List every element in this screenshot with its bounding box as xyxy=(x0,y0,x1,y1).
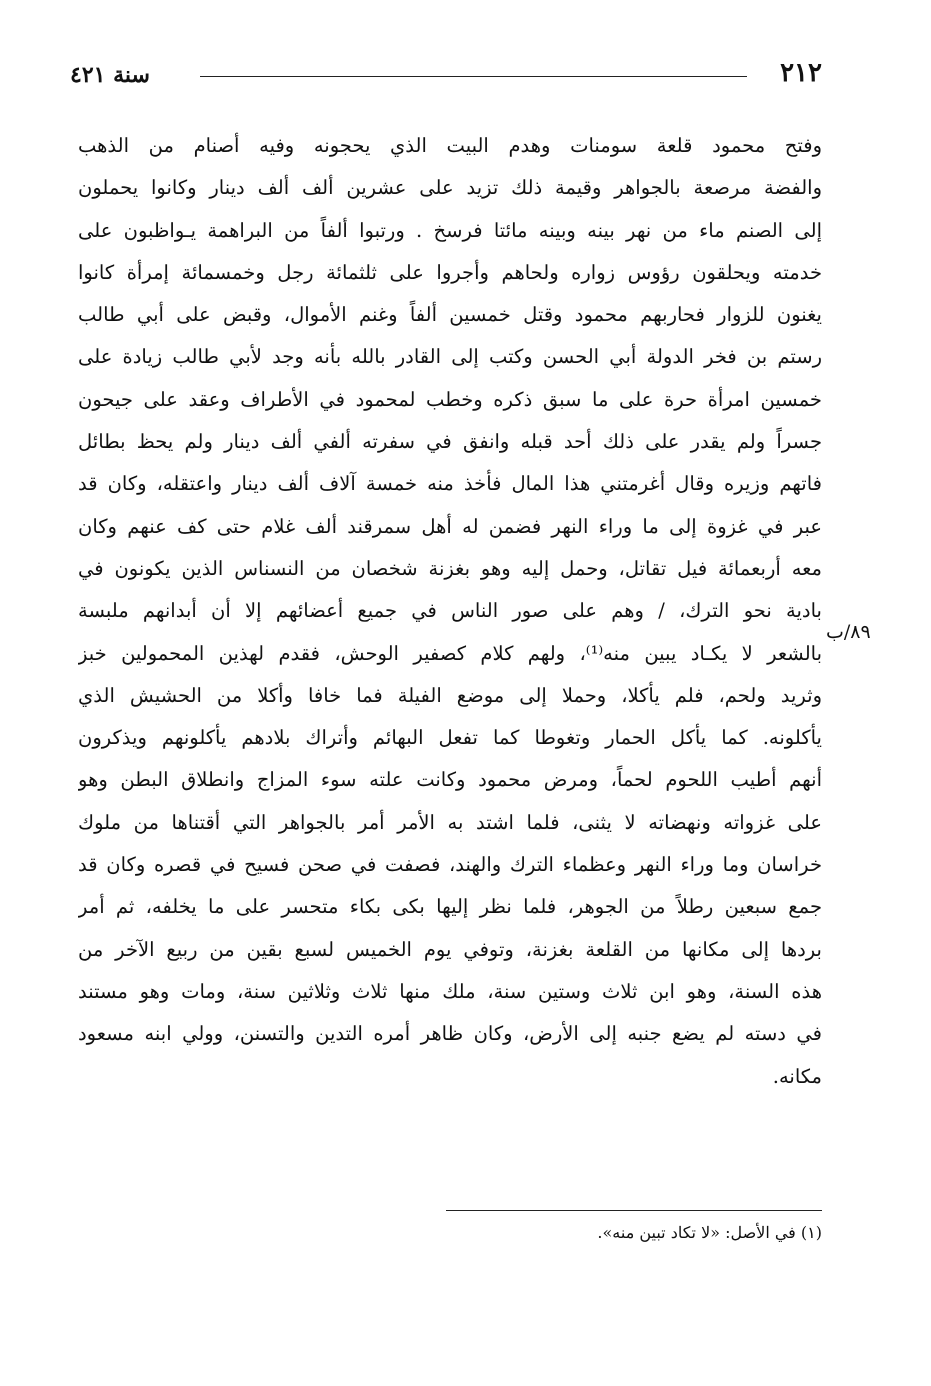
text-line: بردها إلى مكانها من القلعة بغزنة، وتوفي يوم الخميس لسبع بقين من ربيع الآخر من xyxy=(78,937,822,961)
text-line: أنهم أطيب اللحوم لحماً، ومرض محمود وكانت علته سوء المزاج وانطلاق البطن وهو xyxy=(78,768,822,792)
text-line: وثريد ولحم، فلم يأكلا، وحملا إلى موضع الفيلة فما خافا وأكلا من الحشيش الذي xyxy=(78,683,822,707)
text-line: رستم بن فخر الدولة أبي الحسن وكتب إلى القادر بالله بأنه وجد لأبي طالب زيادة على xyxy=(78,345,822,369)
footnote-rule xyxy=(446,1210,822,1211)
text-line: والفضة مرصعة بالجواهر وقيمة ذلك تزيد على عشرين ألف ألف دينار وكانوا يحملون xyxy=(78,176,822,200)
text-line: بالشعر لا يكـاد يبين منه⁽¹⁾، ولهم كلام كصفير الوحش، فقدم لهذين المحمولين خبز xyxy=(78,641,822,665)
text-line: يغنون للزوار فحاربهم محمود وقتل خمسين ألفاً وغنم الأموال، وقبض على أبي طالب xyxy=(78,303,822,327)
text-line: خدمته ويحلقون رؤوس زواره ولحاهم وأجروا على ثلثمائة رجل وخمسمائة إمرأة كانوا xyxy=(78,260,822,284)
text-line: على غزواته ونهضاته لا يثنى، فلما اشتد به الأمر أمر بالجواهر التي أقتناها من ملوك xyxy=(78,810,822,834)
text-line: جسراً ولم يقدر على ذلك أحد قبله وانفق في سفرته ألفي ألف دينار ولم يحظ بطائل xyxy=(78,430,822,454)
text-line: عبر في غزوة إلى ما وراء النهر فضمن له أهل سمرقند ألف غلام حتى كف عنهم وكان xyxy=(78,514,822,538)
text-line: في دسته لم يضع جنبه إلى الأرض، وكان ظاهر أمره التدين والتسنن، وولي ابنه مسعود xyxy=(78,1022,822,1046)
running-head: سنة ٤٢١ xyxy=(70,62,150,88)
text-line: بادية نحو الترك، / وهم على صور الناس في جميع أعضائهم إلا أن أبدانهم ملبسة xyxy=(78,599,822,623)
text-line: جمع سبعين رطلاً من الجوهر، فلما نظر إليها بكى بكاء متحسر على ما يخلفه، ثم أمر xyxy=(78,895,822,919)
page-number: ٢١٢ xyxy=(780,58,822,88)
text-line: معه أربعمائة فيل تقاتل، وحمل إليه وهو بغزنة شخصان من النسناس الذين يكونون في xyxy=(78,556,822,580)
main-text xyxy=(78,125,822,1098)
text-line: خراسان وما وراء النهر وعظماء الترك والهند، فصفت في صحن فسيح في قصره وكان قد xyxy=(78,853,822,877)
footnote: (١) في الأصل: «لا تكاد تبين منه». xyxy=(597,1223,822,1242)
text-line: هذه السنة، وهو ابن ثلاث وستين سنة، ملك منها ثلاث وثلاثين سنة، ومات وهو مستند xyxy=(78,979,822,1003)
header-rule xyxy=(200,76,747,77)
text-line: خمسين امرأة حرة على ما سبق ذكره وخطب لمحمود في الأطراف وعقد على جيحون xyxy=(78,387,822,411)
page-header xyxy=(70,58,822,98)
text-line: وفتح محمود قلعة سومنات وهدم البيت الذي يحجونه وفيه أصنام من الذهب xyxy=(78,134,822,157)
text-line: مكانه. xyxy=(772,1064,822,1088)
text-line: إلى الصنم ماء من نهر بينه وبينه مائتا فرسخ . ورتبوا ألفاً من البراهمة يـواظبون على xyxy=(78,218,822,242)
text-line: يأكلونه. كما يأكل الحمار وتغوطا كما تفعل البهائم وأتراك بلادهم يأكلونهم ويذكرون xyxy=(78,726,822,750)
folio-margin-note: ٨٩/ب xyxy=(826,621,871,643)
text-line: فاتهم وزيره وقال أغرمتني هذا المال فأخذ منه خمسة آلاف ألف دينار واعتقله، وكان قد xyxy=(78,472,822,496)
